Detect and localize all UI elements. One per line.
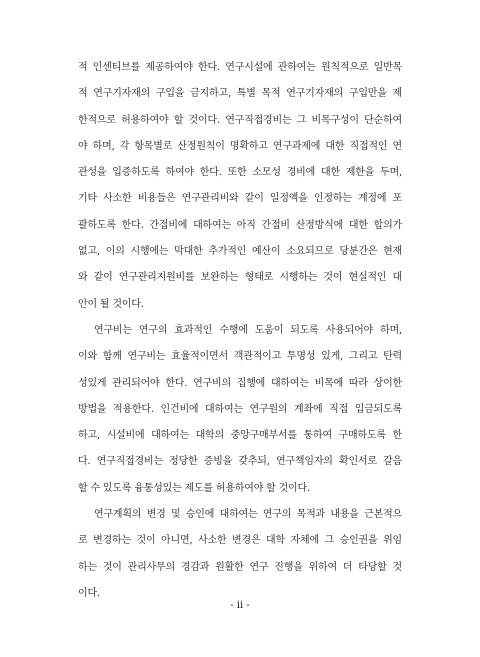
text-line: 적 인센티브를 제공하여야 한다. 연구시설에 관하여는 원칙적으로 일반목	[78, 62, 402, 73]
paragraph-3	[78, 502, 402, 607]
paragraph-2	[78, 318, 402, 502]
text-line: 할 수 있도록 융통성있는 제도를 허용하여야 할 것이다.	[78, 482, 310, 494]
text-line: 방법을 적용한다. 인건비에 대하여는 연구원의 계좌에 직접 입금되도록	[78, 403, 402, 415]
paragraph-1	[78, 55, 402, 318]
text-line: 이다.	[78, 587, 100, 599]
text-line: 관성을 입증하도록 하여야 한다. 또한 소모성 경비에 대한 제한을 두며,	[78, 167, 402, 179]
text-line: 다. 연구직접경비는 정당한 증빙을 갖추되, 연구책임자의 확인서로 갈음	[78, 456, 402, 468]
text-line: 하는 것이 관리사무의 경감과 원활한 연구 진행을 위하여 더 타당할 것	[78, 561, 402, 573]
text-line: 적 연구기자재의 구입을 금지하고, 특별 목적 연구기자재의 구입만을 제	[78, 88, 402, 100]
page-number: - ii -	[230, 600, 250, 611]
text-line: 와 같이 연구관리지원비를 보완하는 형태로 시행하는 것이 현실적인 대	[78, 272, 402, 284]
text-line: 성있게 관리되어야 한다. 연구비의 집행에 대하여는 비목에 따라 상이한	[78, 377, 402, 389]
text-line: 없고, 이의 시행에는 막대한 추가적인 예산이 소요되므로 당분간은 현재	[78, 246, 402, 258]
text-line: 연구비는 연구의 효과적인 수행에 도움이 되도록 사용되어야 하며,	[94, 324, 402, 336]
text-line: 이와 함께 연구비는 효율적이면서 객관적이고 투명성 있게, 그리고 탄력	[78, 351, 402, 363]
body-text	[78, 55, 402, 607]
text-line: 괄하도록 한다. 간접비에 대하여는 아직 간접비 산정방식에 대한 합의가	[78, 219, 402, 231]
text-line: 야 하며, 각 항목별로 산정원칙이 명확하고 연구과제에 대한 직접적인 연	[78, 140, 402, 152]
text-line: 기타 사소한 비용들은 연구관리비와 같이 일정액을 인정하는 계정에 포	[78, 193, 402, 205]
text-line: 로 변경하는 것이 아니면, 사소한 변경은 대학 자체에 그 승인권을 위임	[78, 535, 402, 547]
text-line: 하고, 시설비에 대하여는 대학의 중앙구매부서를 통하여 구매하도록 한	[78, 430, 402, 442]
text-line: 안이 될 것이다.	[78, 298, 144, 310]
text-line: 연구계획의 변경 및 승인에 대하여는 연구의 목적과 내용을 근본적으	[94, 509, 402, 521]
text-line: 한적으로 허용하여야 할 것이다. 연구직접경비는 그 비목구성이 단순하여	[78, 114, 402, 126]
